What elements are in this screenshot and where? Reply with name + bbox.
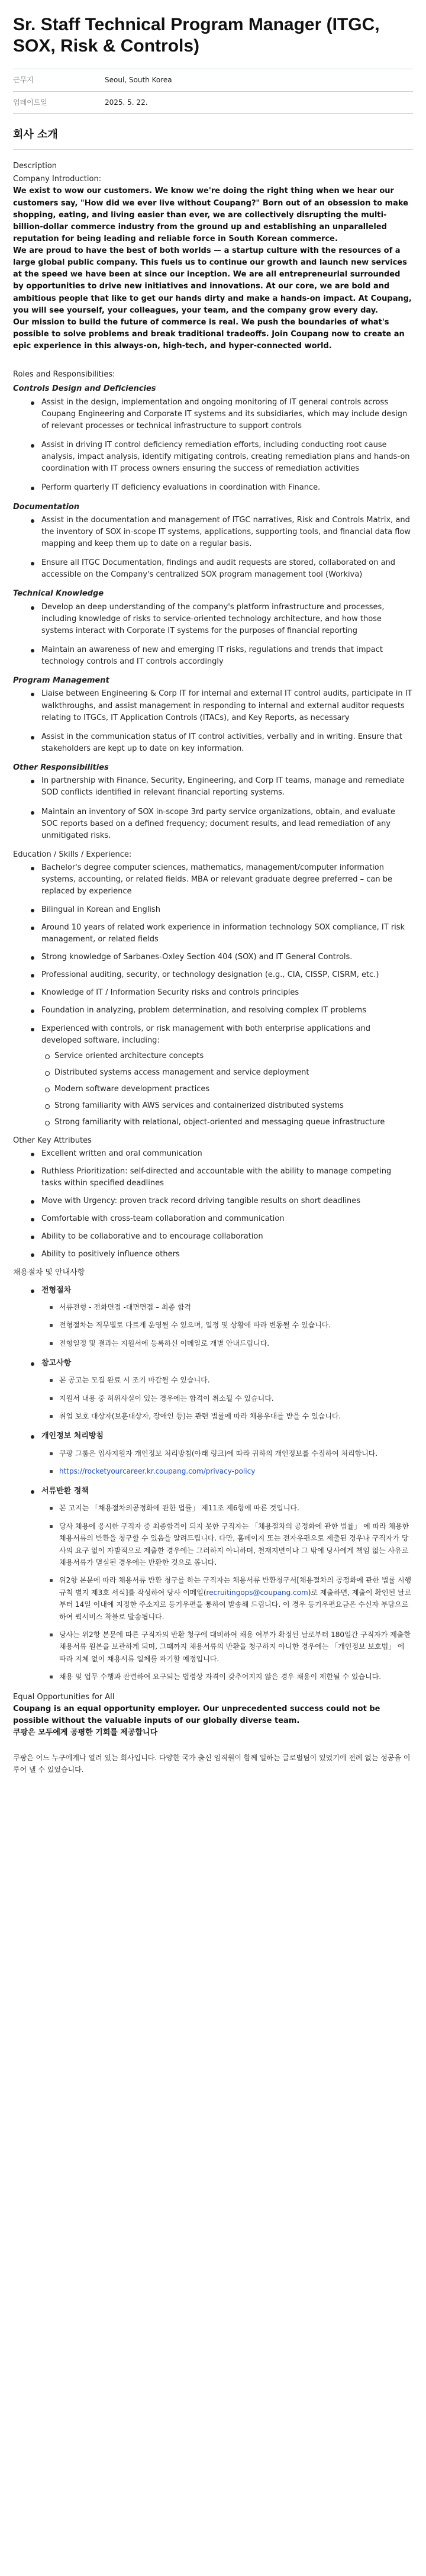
list-item: 전형절차는 직무별로 다르게 운영될 수 있으며, 일정 및 상황에 따라 변동될 수 있습니다. [13, 1319, 413, 1331]
sub-list-item: Modern software development practices [41, 1083, 413, 1095]
list-item: Assist in the design, implementation and ongoing monitoring of IT general controls across Coupang Engineering and Corporate IT systems and its subsidiaries, which may include design of relevant processes or technical infrastructure to support controls [13, 397, 413, 432]
list-item: Assist in the communication status of IT control activities, verbally and in writing. Ensure that stakeholders are kept up to date on key information. [13, 731, 413, 755]
company-intro [13, 185, 413, 352]
notice-group-document-return [13, 1485, 413, 1683]
roles-heading: Other Responsibilities [13, 763, 109, 773]
notice-group-title: 참고사항 [13, 1358, 413, 1369]
list-item: Assist in driving IT control deficiency remediation efforts, including conducting root cause analysis, impact analysis, identify mitigating controls, creating remediation plans and hands-on coordination with IT process owners ensuring the success of remediation activities [13, 439, 413, 475]
roles-list [13, 602, 413, 668]
list-item: 당사 채용에 응시한 구직자 중 최종합격이 되지 못한 구직자는 「채용절차의 공정화에 관한 법률」 에 따라 채용한 채용서류의 반환을 청구할 수 있음을 알려드립니다. 다만, 홈페이지 또는 전자우편으로 제출된 경우나 구직자가 당사의 요구 없이 자발적으로 제출한 경우에는 그러하지 아니하며, 천재지변이나 그 밖에 당사에게 책임 없는 사유로 채용서류가 멸실된 경우에는 반환한 것으로 봅니다. [13, 1520, 413, 1569]
list-item-text: 위2항 본문에 따라 채용서류 반환 청구를 하는 구직자는 채용서류 반환청구서[채용절차의 공정화에 관한 법률 시행규칙 별지 제3호 서식]를 작성하여 당사 이메일( [59, 1576, 412, 1597]
meta-value: 2025. 5. 22. [105, 98, 148, 107]
roles-group [13, 383, 413, 494]
list-item: 본 고지는 「채용절차의공정화에 관한 법률」 제11조 제6항에 따른 것입니다. [13, 1502, 413, 1514]
intro-paragraph: We exist to wow our customers. We know we're doing the right thing when we hear our customers say, "How did we ever live without Coupang?" Born out of an obsession to make shopping, eating, and living easier than ever, we are collectively disrupting the multi-billion-dollar commerce industry from the ground up and establishing an unparalleled reputation for being leading and reliable force in South Korean commerce. [13, 186, 408, 243]
sub-list-item: Distributed systems access management and service deployment [41, 1067, 413, 1079]
roles-heading: Program Management [13, 676, 109, 686]
list-item: 본 공고는 모집 완료 시 조기 마감될 수 있습니다. [13, 1374, 413, 1386]
list-item: Foundation in analyzing, problem determination, and resolving complex IT problems [13, 1005, 413, 1017]
attributes-list [13, 1148, 413, 1261]
notice-group-title: 전형절차 [13, 1285, 413, 1297]
list-item: Ensure all ITGC Documentation, findings and audit requests are stored, collaborated on and accessible on the Company's centralized SOX program management tool (Workiva) [13, 557, 413, 581]
intro-paragraph: We are proud to have the best of both worlds — a startup culture with the resources of a large global public company. This fuels us to continue our growth and launch new services at the speed we have been at since our inception. We are all entrepreneurial surrounded by opportunities to drive new initiatives and innovations. At our core, we are bold and ambitious people that like to get our hands dirty and make a hands-on impact. At Coupang, you will see yourself, your colleagues, your team, and the company grow every day. [13, 246, 412, 315]
notice-title: 채용절차 및 안내사항 [13, 1268, 85, 1277]
list-item-text: )로 제출하면, 제출이 확인된 날로부터 14일 이내에 지정한 주소지로 등기우편을 통하여 발송해 드립니다. 이 경우 등기우편요금은 수신자 부담으로 하여 퀵서비스 착불로 발송됩니다. [59, 1588, 412, 1621]
notice-group-privacy [13, 1430, 413, 1477]
roles-group [13, 588, 413, 668]
equal-opportunity-korean: 쿠팡은 모두에게 공평한 기회를 제공합니다 [13, 1728, 158, 1737]
notice-group-reference [13, 1358, 413, 1422]
notice-group-title: 개인정보 처리방침 [13, 1430, 413, 1442]
list-item: Liaise between Engineering & Corp IT for internal and external IT control audits, participate in IT walkthroughs, and assist management in responding to internal and external auditor requests relating to ITGCs, IT Application Controls (ITACs), and Key Reports, as necessary [13, 688, 413, 723]
recruiting-email-link[interactable]: recruitingops@coupang.com [206, 1588, 308, 1597]
list-item: Professional auditing, security, or technology designation (e.g., CIA, CISSP, CISRM, etc.) [13, 969, 413, 981]
meta-label: 근무지 [13, 76, 34, 84]
list-item: Assist in the documentation and management of ITGC narratives, Risk and Controls Matrix, and the inventory of SOX in-scope IT systems, applications, supporting tools, and financial data flow mapping and keep them up to date on a regular basis. [13, 514, 413, 550]
roles-list [13, 775, 413, 842]
equal-opportunity-label: Equal Opportunities for All [13, 1692, 115, 1702]
roles-heading: Technical Knowledge [13, 589, 104, 599]
sub-list-item: Strong familiarity with relational, object-oriented and messaging queue infrastructure [41, 1117, 413, 1128]
list-item: Maintain an inventory of SOX in-scope 3rd party service organizations, obtain, and evaluate SOC reports based on a defined frequency; document results, and lead remediation of any unmitigated risks. [13, 806, 413, 842]
equal-opportunity-statement: Coupang is an equal opportunity employer. Our unprecedented success could not be possible without the valuable inputs of our globally diverse team. [13, 1704, 380, 1725]
list-item: Ability to be collaborative and to encourage collaboration [13, 1231, 413, 1243]
meta-label: 업데이트일 [13, 98, 47, 107]
description-label: Description [13, 162, 57, 171]
list-item: 지원서 내용 중 허위사실이 있는 경우에는 합격이 취소될 수 있습니다. [13, 1392, 413, 1404]
list-item-text: Experienced with controls, or risk management with both enterprise applications and developed software, including: [41, 1024, 370, 1045]
list-item: In partnership with Finance, Security, Engineering, and Corp IT teams, manage and remediate SOD conflicts identified in relevant financial reporting systems. [13, 775, 413, 799]
sub-list-item: Strong familiarity with AWS services and containerized distributed systems [41, 1100, 413, 1112]
roles-heading: Documentation [13, 502, 80, 512]
roles-list [13, 514, 413, 581]
list-item [13, 1465, 413, 1477]
roles-heading: Controls Design and Deficiencies [13, 384, 156, 394]
list-item: 쿠팡 그룹은 입사지원자 개인정보 처리방침(아래 링크)에 따라 귀하의 개인정보를 수집하여 처리합니다. [13, 1448, 413, 1459]
attributes-label: Other Key Attributes [13, 1136, 92, 1145]
list-item: Strong knowledge of Sarbanes-Oxley Section 404 (SOX) and IT General Controls. [13, 951, 413, 963]
list-item: 서류전형 - 전화면접 -대면면접 – 최종 합격 [13, 1301, 413, 1313]
roles-list [13, 397, 413, 494]
list-item: Bachelor's degree computer sciences, mathematics, management/computer information systems, accounting, or related fields. MBA or relevant graduate degree preferred – can be replaced by experience [13, 862, 413, 898]
roles-label: Roles and Responsibilities: [13, 370, 115, 380]
notice-list [13, 1301, 413, 1349]
list-item: Perform quarterly IT deficiency evaluations in coordination with Finance. [13, 482, 413, 494]
education-list [13, 862, 413, 1128]
roles-group [13, 675, 413, 755]
list-item [13, 1574, 413, 1623]
roles-list [13, 688, 413, 755]
list-item: Excellent written and oral communication [13, 1148, 413, 1160]
list-item: 당사는 위2항 본문에 따른 구직자의 반환 청구에 대비하여 채용 여부가 확정된 날로부터 180일간 구직자가 제출한 채용서류 원본을 보관하게 되며, 그때까지 채용서류의 반환을 청구하지 아니한 경우에는 「개인정보 보호법」 에 따라 지체 없이 채용서류 일체를 파기할 예정입니다. [13, 1629, 413, 1665]
roles-group [13, 501, 413, 581]
meta-row-updated [13, 92, 413, 114]
education-sub-list [41, 1050, 413, 1129]
list-item: 취업 보호 대상자(보훈대상자, 장애인 등)는 관련 법률에 따라 채용우대를 받을 수 있습니다. [13, 1410, 413, 1422]
list-item: 전형일정 및 결과는 지원서에 등록하신 이메일로 개별 안내드립니다. [13, 1337, 413, 1349]
notice-list [13, 1502, 413, 1683]
section-title: 회사 소개 [13, 127, 413, 150]
job-meta-table [13, 69, 413, 114]
intro-label: Company Introduction: [13, 175, 102, 184]
list-item: Ruthless Prioritization: self-directed and accountable with the ability to manage competing tasks within specified deadlines [13, 1166, 413, 1189]
notice-group-title: 서류반환 정책 [13, 1485, 413, 1497]
list-item: 채용 및 업무 수행과 관련하여 요구되는 법령상 자격이 갖추어지지 않은 경우 채용이 제한될 수 있습니다. [13, 1671, 413, 1683]
notice-list [13, 1448, 413, 1478]
list-item: Knowledge of IT / Information Security risks and controls principles [13, 987, 413, 999]
roles-group [13, 762, 413, 842]
sub-list-item: Service oriented architecture concepts [41, 1050, 413, 1062]
list-item: Maintain an awareness of new and emerging IT risks, regulations and trends that impact technology controls and IT controls accordingly [13, 644, 413, 668]
meta-value: Seoul, South Korea [105, 76, 172, 84]
intro-paragraph: Our mission to build the future of commerce is real. We push the boundaries of what's possible to solve problems and break traditional tradeoffs. Join Coupang now to create an epic experience in this always-on, high-tech, and hyper-connected world. [13, 317, 405, 351]
notice-list [13, 1374, 413, 1422]
list-item: Move with Urgency: proven track record driving tangible results on short deadlines [13, 1195, 413, 1207]
notice-group-process [13, 1285, 413, 1349]
list-item [13, 1023, 413, 1129]
privacy-policy-link[interactable]: https://rocketyourcareer.kr.coupang.com/privacy-policy [59, 1467, 256, 1475]
footer-note: 쿠팡은 어느 누구에게나 열려 있는 회사입니다. 다양한 국가 출신 임직원이 함께 일하는 글로벌팀이 있었기에 전례 없는 성공을 이루어 낼 수 있었습니다. [13, 1754, 411, 1774]
meta-row-location [13, 69, 413, 92]
list-item: Around 10 years of related work experience in information technology SOX compliance, IT risk management, or related fields [13, 922, 413, 946]
job-title: Sr. Staff Technical Program Manager (ITGC, SOX, Risk & Controls) [13, 15, 380, 56]
education-label: Education / Skills / Experience: [13, 850, 132, 859]
list-item: Comfortable with cross-team collaboration and communication [13, 1213, 413, 1225]
list-item: Develop an deep understanding of the company's platform infrastructure and processes, including knowledge of risks to service-oriented technology architecture, and how those systems interact with Corporate IT systems for the purposes of financial reporting [13, 602, 413, 637]
list-item: Ability to positively influence others [13, 1249, 413, 1260]
list-item: Bilingual in Korean and English [13, 904, 413, 916]
